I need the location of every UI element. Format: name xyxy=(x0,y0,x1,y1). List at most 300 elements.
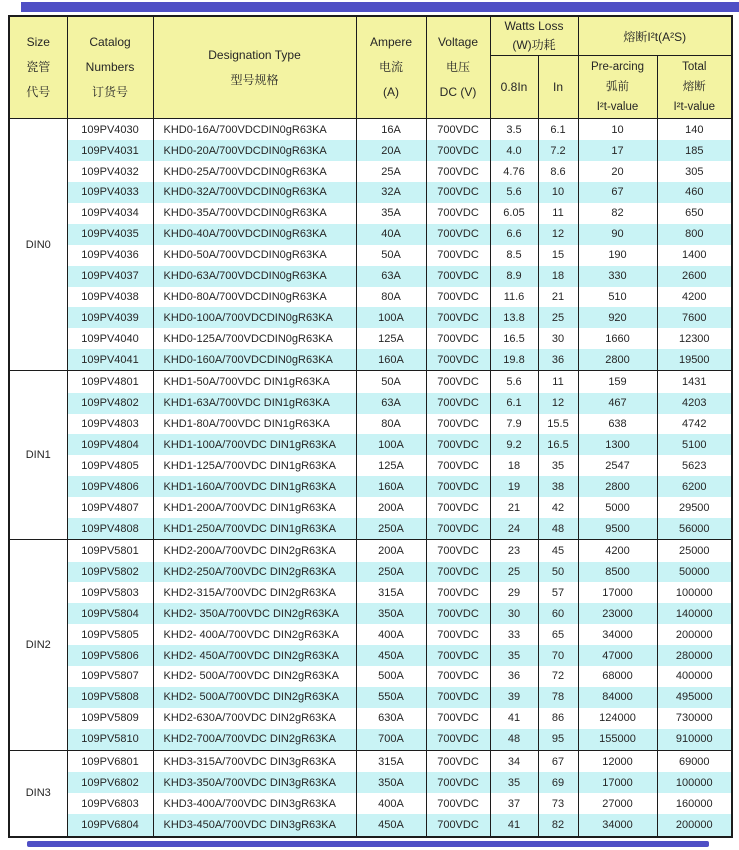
designation-cell: KHD1-250A/700VDC DIN1gR63KA xyxy=(153,518,356,540)
watts-in-cell: 6.1 xyxy=(538,119,578,141)
catalog-cell: 109PV4041 xyxy=(67,349,153,371)
total-i2t-cell: 1431 xyxy=(657,371,732,393)
ampere-cell: 35A xyxy=(356,203,426,224)
ampere-cell: 63A xyxy=(356,393,426,414)
ampere-cell: 100A xyxy=(356,434,426,455)
table-row xyxy=(9,645,732,666)
watts-in-cell: 18 xyxy=(538,266,578,287)
designation-cell: KHD1-100A/700VDC DIN1gR63KA xyxy=(153,434,356,455)
watts-08in-cell: 39 xyxy=(490,687,538,708)
voltage-cell: 700VDC xyxy=(426,772,490,793)
table-row xyxy=(9,666,732,687)
watts-08in-cell: 48 xyxy=(490,729,538,751)
designation-cell: KHD1-50A/700VDC DIN1gR63KA xyxy=(153,371,356,393)
total-i2t-cell: 280000 xyxy=(657,645,732,666)
table-row xyxy=(9,476,732,497)
ampere-cell: 80A xyxy=(356,414,426,435)
catalog-cell: 109PV5807 xyxy=(67,666,153,687)
watts-08in-cell: 33 xyxy=(490,624,538,645)
table-row xyxy=(9,729,732,751)
catalog-cell: 109PV5808 xyxy=(67,687,153,708)
watts-08in-cell: 41 xyxy=(490,708,538,729)
total-i2t-cell: 19500 xyxy=(657,349,732,371)
prearcing-i2t-cell: 1660 xyxy=(578,328,657,349)
total-i2t-cell: 6200 xyxy=(657,476,732,497)
voltage-cell: 700VDC xyxy=(426,624,490,645)
watts-in-cell: 15.5 xyxy=(538,414,578,435)
designation-cell: KHD0-63A/700VDCDIN0gR63KA xyxy=(153,266,356,287)
table-row xyxy=(9,582,732,603)
watts-in-cell: 21 xyxy=(538,287,578,308)
designation-cell: KHD0-50A/700VDCDIN0gR63KA xyxy=(153,245,356,266)
designation-cell: KHD2-700A/700VDC DIN2gR63KA xyxy=(153,729,356,751)
catalog-cell: 109PV5806 xyxy=(67,645,153,666)
header-total-i2t: I²t-value xyxy=(673,101,716,113)
table-row xyxy=(9,772,732,793)
ampere-cell: 350A xyxy=(356,772,426,793)
voltage-cell: 700VDC xyxy=(426,287,490,308)
prearcing-i2t-cell: 67 xyxy=(578,182,657,203)
ampere-cell: 80A xyxy=(356,287,426,308)
watts-08in-cell: 18 xyxy=(490,455,538,476)
total-i2t-cell: 305 xyxy=(657,161,732,182)
prearcing-i2t-cell: 5000 xyxy=(578,497,657,518)
catalog-cell: 109PV4038 xyxy=(67,287,153,308)
table-row xyxy=(9,182,732,203)
catalog-cell: 109PV4802 xyxy=(67,393,153,414)
header-total-zh: 熔断 xyxy=(682,81,706,93)
catalog-cell: 109PV4040 xyxy=(67,328,153,349)
watts-08in-cell: 21 xyxy=(490,497,538,518)
prearcing-i2t-cell: 4200 xyxy=(578,540,657,562)
watts-in-cell: 25 xyxy=(538,307,578,328)
ampere-cell: 125A xyxy=(356,328,426,349)
ampere-cell: 250A xyxy=(356,562,426,583)
watts-08in-cell: 16.5 xyxy=(490,328,538,349)
bottom-accent-bar xyxy=(27,841,709,847)
watts-08in-cell: 29 xyxy=(490,582,538,603)
table-row xyxy=(9,307,732,328)
catalog-cell: 109PV4034 xyxy=(67,203,153,224)
watts-08in-cell: 7.9 xyxy=(490,414,538,435)
prearcing-i2t-cell: 190 xyxy=(578,245,657,266)
ampere-cell: 50A xyxy=(356,245,426,266)
designation-cell: KHD3-315A/700VDC DIN3gR63KA xyxy=(153,750,356,772)
header-catalog-zh: 订货号 xyxy=(91,85,128,99)
prearcing-i2t-cell: 467 xyxy=(578,393,657,414)
total-i2t-cell: 69000 xyxy=(657,750,732,772)
voltage-cell: 700VDC xyxy=(426,814,490,837)
watts-in-cell: 8.6 xyxy=(538,161,578,182)
total-i2t-cell: 100000 xyxy=(657,582,732,603)
prearcing-i2t-cell: 47000 xyxy=(578,645,657,666)
ampere-cell: 315A xyxy=(356,750,426,772)
table-row xyxy=(9,349,732,371)
watts-in-cell: 50 xyxy=(538,562,578,583)
watts-08in-cell: 36 xyxy=(490,666,538,687)
table-body xyxy=(9,119,732,838)
table-row xyxy=(9,497,732,518)
total-i2t-cell: 140000 xyxy=(657,603,732,624)
watts-in-cell: 10 xyxy=(538,182,578,203)
prearcing-i2t-cell: 920 xyxy=(578,307,657,328)
total-i2t-cell: 910000 xyxy=(657,729,732,751)
voltage-cell: 700VDC xyxy=(426,666,490,687)
ampere-cell: 160A xyxy=(356,476,426,497)
prearcing-i2t-cell: 84000 xyxy=(578,687,657,708)
catalog-cell: 109PV5801 xyxy=(67,540,153,562)
watts-in-cell: 73 xyxy=(538,793,578,814)
designation-cell: KHD0-80A/700VDCDIN0gR63KA xyxy=(153,287,356,308)
voltage-cell: 700VDC xyxy=(426,750,490,772)
voltage-cell: 700VDC xyxy=(426,414,490,435)
watts-08in-cell: 34 xyxy=(490,750,538,772)
watts-08in-cell: 6.6 xyxy=(490,224,538,245)
voltage-cell: 700VDC xyxy=(426,455,490,476)
voltage-cell: 700VDC xyxy=(426,161,490,182)
designation-cell: KHD2- 350A/700VDC DIN2gR63KA xyxy=(153,603,356,624)
table-row xyxy=(9,119,732,141)
watts-08in-cell: 6.1 xyxy=(490,393,538,414)
catalog-cell: 109PV4037 xyxy=(67,266,153,287)
catalog-cell: 109PV4032 xyxy=(67,161,153,182)
fuse-spec-table xyxy=(8,15,733,838)
watts-08in-cell: 5.6 xyxy=(490,371,538,393)
catalog-cell: 109PV4801 xyxy=(67,371,153,393)
catalog-cell: 109PV4808 xyxy=(67,518,153,540)
col-header-voltage xyxy=(426,16,490,119)
prearcing-i2t-cell: 159 xyxy=(578,371,657,393)
total-i2t-cell: 4742 xyxy=(657,414,732,435)
header-prearcing-zh: 弧前 xyxy=(606,81,629,93)
prearcing-i2t-cell: 23000 xyxy=(578,603,657,624)
watts-in-cell: 48 xyxy=(538,518,578,540)
voltage-cell: 700VDC xyxy=(426,140,490,161)
designation-cell: KHD1-160A/700VDC DIN1gR63KA xyxy=(153,476,356,497)
prearcing-i2t-cell: 510 xyxy=(578,287,657,308)
catalog-cell: 109PV4803 xyxy=(67,414,153,435)
table-row xyxy=(9,287,732,308)
watts-in-cell: 78 xyxy=(538,687,578,708)
designation-cell: KHD0-35A/700VDCDIN0gR63KA xyxy=(153,203,356,224)
designation-cell: KHD1-63A/700VDC DIN1gR63KA xyxy=(153,393,356,414)
ampere-cell: 700A xyxy=(356,729,426,751)
table-row xyxy=(9,328,732,349)
voltage-cell: 700VDC xyxy=(426,476,490,497)
designation-cell: KHD2- 450A/700VDC DIN2gR63KA xyxy=(153,645,356,666)
col-header-08in: 0.8In xyxy=(490,56,538,119)
voltage-cell: 700VDC xyxy=(426,349,490,371)
prearcing-i2t-cell: 2547 xyxy=(578,455,657,476)
watts-in-cell: 65 xyxy=(538,624,578,645)
watts-in-cell: 38 xyxy=(538,476,578,497)
table-row xyxy=(9,414,732,435)
total-i2t-cell: 160000 xyxy=(657,793,732,814)
designation-cell: KHD2- 500A/700VDC DIN2gR63KA xyxy=(153,666,356,687)
table-row xyxy=(9,562,732,583)
catalog-cell: 109PV4807 xyxy=(67,497,153,518)
ampere-cell: 32A xyxy=(356,182,426,203)
catalog-cell: 109PV6802 xyxy=(67,772,153,793)
voltage-cell: 700VDC xyxy=(426,540,490,562)
watts-in-cell: 60 xyxy=(538,603,578,624)
designation-cell: KHD2- 400A/700VDC DIN2gR63KA xyxy=(153,624,356,645)
table-row xyxy=(9,518,732,540)
prearcing-i2t-cell: 27000 xyxy=(578,793,657,814)
designation-cell: KHD0-25A/700VDCDIN0gR63KA xyxy=(153,161,356,182)
voltage-cell: 700VDC xyxy=(426,266,490,287)
table-row xyxy=(9,203,732,224)
col-header-total xyxy=(657,56,732,119)
watts-in-cell: 69 xyxy=(538,772,578,793)
watts-in-cell: 15 xyxy=(538,245,578,266)
designation-cell: KHD0-100A/700VDCDIN0gR63KA xyxy=(153,307,356,328)
designation-cell: KHD0-16A/700VDCDIN0gR63KA xyxy=(153,119,356,141)
voltage-cell: 700VDC xyxy=(426,793,490,814)
table-row xyxy=(9,540,732,562)
header-voltage-en: Voltage xyxy=(437,35,479,49)
prearcing-i2t-cell: 2800 xyxy=(578,349,657,371)
table-row xyxy=(9,603,732,624)
ampere-cell: 63A xyxy=(356,266,426,287)
watts-in-cell: 16.5 xyxy=(538,434,578,455)
ampere-cell: 20A xyxy=(356,140,426,161)
total-i2t-cell: 650 xyxy=(657,203,732,224)
total-i2t-cell: 100000 xyxy=(657,772,732,793)
catalog-cell: 109PV4033 xyxy=(67,182,153,203)
voltage-cell: 700VDC xyxy=(426,393,490,414)
watts-in-cell: 86 xyxy=(538,708,578,729)
catalog-cell: 109PV6803 xyxy=(67,793,153,814)
catalog-cell: 109PV4031 xyxy=(67,140,153,161)
table-row xyxy=(9,434,732,455)
total-i2t-cell: 56000 xyxy=(657,518,732,540)
designation-cell: KHD2-250A/700VDC DIN2gR63KA xyxy=(153,562,356,583)
watts-in-cell: 12 xyxy=(538,224,578,245)
watts-08in-cell: 19 xyxy=(490,476,538,497)
catalog-cell: 109PV4030 xyxy=(67,119,153,141)
voltage-cell: 700VDC xyxy=(426,371,490,393)
voltage-cell: 700VDC xyxy=(426,562,490,583)
table-header xyxy=(9,16,732,119)
voltage-cell: 700VDC xyxy=(426,497,490,518)
ampere-cell: 550A xyxy=(356,687,426,708)
designation-cell: KHD2-315A/700VDC DIN2gR63KA xyxy=(153,582,356,603)
prearcing-i2t-cell: 34000 xyxy=(578,624,657,645)
watts-08in-cell: 41 xyxy=(490,814,538,837)
watts-in-cell: 45 xyxy=(538,540,578,562)
prearcing-i2t-cell: 90 xyxy=(578,224,657,245)
ampere-cell: 50A xyxy=(356,371,426,393)
header-designation-zh: 型号规格 xyxy=(230,72,279,87)
top-accent-bar xyxy=(21,2,739,12)
catalog-cell: 109PV4036 xyxy=(67,245,153,266)
watts-08in-cell: 4.76 xyxy=(490,161,538,182)
ampere-cell: 400A xyxy=(356,793,426,814)
watts-08in-cell: 25 xyxy=(490,562,538,583)
voltage-cell: 700VDC xyxy=(426,434,490,455)
catalog-cell: 109PV5803 xyxy=(67,582,153,603)
catalog-cell: 109PV4806 xyxy=(67,476,153,497)
watts-in-cell: 36 xyxy=(538,349,578,371)
designation-cell: KHD2-200A/700VDC DIN2gR63KA xyxy=(153,540,356,562)
watts-in-cell: 72 xyxy=(538,666,578,687)
voltage-cell: 700VDC xyxy=(426,687,490,708)
watts-in-cell: 11 xyxy=(538,371,578,393)
header-prearcing-en: Pre-arcing xyxy=(590,61,645,73)
watts-in-cell: 57 xyxy=(538,582,578,603)
watts-in-cell: 82 xyxy=(538,814,578,837)
prearcing-i2t-cell: 10 xyxy=(578,119,657,141)
col-header-size xyxy=(9,16,67,119)
watts-08in-cell: 13.8 xyxy=(490,307,538,328)
prearcing-i2t-cell: 17 xyxy=(578,140,657,161)
catalog-cell: 109PV5810 xyxy=(67,729,153,751)
header-watts-loss-en: Watts Loss xyxy=(504,19,564,33)
designation-cell: KHD0-20A/700VDCDIN0gR63KA xyxy=(153,140,356,161)
watts-in-cell: 30 xyxy=(538,328,578,349)
col-header-catalog xyxy=(67,16,153,119)
designation-cell: KHD3-350A/700VDC DIN3gR63KA xyxy=(153,772,356,793)
header-designation-en: Designation Type xyxy=(208,47,301,62)
watts-08in-cell: 8.5 xyxy=(490,245,538,266)
watts-08in-cell: 19.8 xyxy=(490,349,538,371)
total-i2t-cell: 50000 xyxy=(657,562,732,583)
voltage-cell: 700VDC xyxy=(426,645,490,666)
watts-08in-cell: 3.5 xyxy=(490,119,538,141)
total-i2t-cell: 29500 xyxy=(657,497,732,518)
ampere-cell: 250A xyxy=(356,518,426,540)
header-ampere-unit: (A) xyxy=(383,85,399,99)
header-catalog-en1: Catalog xyxy=(89,35,131,49)
ampere-cell: 100A xyxy=(356,307,426,328)
catalog-cell: 109PV4039 xyxy=(67,307,153,328)
table-row xyxy=(9,455,732,476)
prearcing-i2t-cell: 17000 xyxy=(578,772,657,793)
table-row xyxy=(9,687,732,708)
watts-08in-cell: 5.6 xyxy=(490,182,538,203)
total-i2t-cell: 5100 xyxy=(657,434,732,455)
table-row xyxy=(9,266,732,287)
catalog-cell: 109PV5804 xyxy=(67,603,153,624)
total-i2t-cell: 460 xyxy=(657,182,732,203)
watts-08in-cell: 6.05 xyxy=(490,203,538,224)
voltage-cell: 700VDC xyxy=(426,307,490,328)
voltage-cell: 700VDC xyxy=(426,203,490,224)
voltage-cell: 700VDC xyxy=(426,708,490,729)
watts-in-cell: 11 xyxy=(538,203,578,224)
voltage-cell: 700VDC xyxy=(426,182,490,203)
catalog-cell: 109PV6804 xyxy=(67,814,153,837)
total-i2t-cell: 730000 xyxy=(657,708,732,729)
ampere-cell: 630A xyxy=(356,708,426,729)
prearcing-i2t-cell: 20 xyxy=(578,161,657,182)
catalog-cell: 109PV4035 xyxy=(67,224,153,245)
designation-cell: KHD0-160A/700VDCDIN0gR63KA xyxy=(153,349,356,371)
designation-cell: KHD2- 500A/700VDC DIN2gR63KA xyxy=(153,687,356,708)
catalog-cell: 109PV4805 xyxy=(67,455,153,476)
watts-in-cell: 7.2 xyxy=(538,140,578,161)
col-header-designation xyxy=(153,16,356,119)
ampere-cell: 315A xyxy=(356,582,426,603)
catalog-cell: 109PV4804 xyxy=(67,434,153,455)
ampere-cell: 350A xyxy=(356,603,426,624)
col-header-in: In xyxy=(538,56,578,119)
prearcing-i2t-cell: 124000 xyxy=(578,708,657,729)
watts-08in-cell: 37 xyxy=(490,793,538,814)
watts-in-cell: 95 xyxy=(538,729,578,751)
size-group-cell: DIN3 xyxy=(9,750,67,837)
prearcing-i2t-cell: 34000 xyxy=(578,814,657,837)
total-i2t-cell: 200000 xyxy=(657,814,732,837)
size-group-cell: DIN2 xyxy=(9,540,67,751)
designation-cell: KHD0-40A/700VDCDIN0gR63KA xyxy=(153,224,356,245)
prearcing-i2t-cell: 155000 xyxy=(578,729,657,751)
size-group-cell: DIN1 xyxy=(9,371,67,540)
ampere-cell: 400A xyxy=(356,624,426,645)
total-i2t-cell: 2600 xyxy=(657,266,732,287)
table-row xyxy=(9,814,732,837)
col-header-prearcing xyxy=(578,56,657,119)
watts-08in-cell: 24 xyxy=(490,518,538,540)
ampere-cell: 450A xyxy=(356,645,426,666)
catalog-cell: 109PV6801 xyxy=(67,750,153,772)
table-row xyxy=(9,224,732,245)
voltage-cell: 700VDC xyxy=(426,224,490,245)
header-catalog-en2: Numbers xyxy=(85,60,135,74)
prearcing-i2t-cell: 82 xyxy=(578,203,657,224)
header-size-zh1: 瓷管 xyxy=(26,60,51,74)
designation-cell: KHD0-125A/700VDCDIN0gR63KA xyxy=(153,328,356,349)
watts-08in-cell: 35 xyxy=(490,645,538,666)
total-i2t-cell: 200000 xyxy=(657,624,732,645)
total-i2t-cell: 495000 xyxy=(657,687,732,708)
header-ampere-en: Ampere xyxy=(369,35,413,49)
table-row xyxy=(9,393,732,414)
watts-08in-cell: 11.6 xyxy=(490,287,538,308)
size-group-cell: DIN0 xyxy=(9,119,67,371)
total-i2t-cell: 800 xyxy=(657,224,732,245)
header-voltage-zh: 电压 xyxy=(445,60,470,74)
total-i2t-cell: 4203 xyxy=(657,393,732,414)
watts-08in-cell: 30 xyxy=(490,603,538,624)
table-row xyxy=(9,793,732,814)
prearcing-i2t-cell: 1300 xyxy=(578,434,657,455)
prearcing-i2t-cell: 68000 xyxy=(578,666,657,687)
table-row xyxy=(9,624,732,645)
ampere-cell: 200A xyxy=(356,540,426,562)
watts-in-cell: 70 xyxy=(538,645,578,666)
watts-08in-cell: 8.9 xyxy=(490,266,538,287)
designation-cell: KHD3-400A/700VDC DIN3gR63KA xyxy=(153,793,356,814)
header-ampere-zh: 电流 xyxy=(378,60,403,74)
prearcing-i2t-cell: 9500 xyxy=(578,518,657,540)
table-row xyxy=(9,708,732,729)
col-header-watts-loss xyxy=(490,16,578,56)
catalog-cell: 109PV5809 xyxy=(67,708,153,729)
ampere-cell: 40A xyxy=(356,224,426,245)
voltage-cell: 700VDC xyxy=(426,729,490,751)
watts-in-cell: 12 xyxy=(538,393,578,414)
header-total-en: Total xyxy=(682,61,707,73)
total-i2t-cell: 12300 xyxy=(657,328,732,349)
ampere-cell: 125A xyxy=(356,455,426,476)
total-i2t-cell: 25000 xyxy=(657,540,732,562)
total-i2t-cell: 185 xyxy=(657,140,732,161)
total-i2t-cell: 5623 xyxy=(657,455,732,476)
voltage-cell: 700VDC xyxy=(426,119,490,141)
designation-cell: KHD1-125A/700VDC DIN1gR63KA xyxy=(153,455,356,476)
